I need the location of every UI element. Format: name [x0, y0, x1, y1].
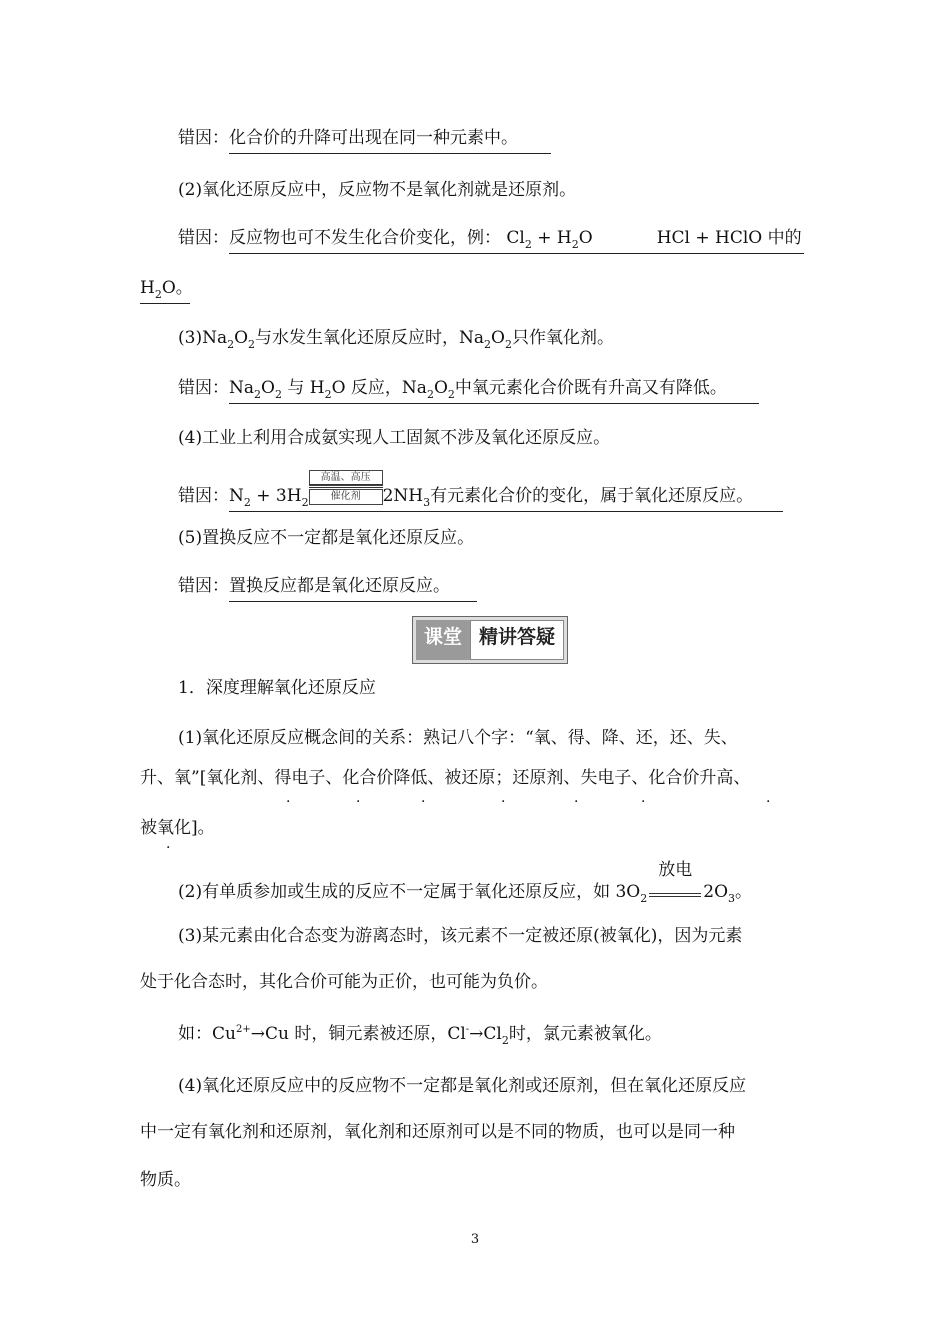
q-part: 只作氧化剂。 [511, 328, 614, 348]
equals-sign [309, 484, 383, 488]
err-part: Na [229, 378, 255, 398]
error-text [229, 226, 804, 254]
paragraph-3-line2: 处于化合态时，其化合价可能为正价，也可能为负价。 [140, 972, 548, 992]
error-text [229, 472, 783, 512]
subscript: 2 [571, 238, 579, 251]
q-part: 与水发生氧化还原反应时，Na [255, 328, 485, 348]
section-heading: 1．深度理解氧化还原反应 [178, 678, 376, 698]
text-part: →Cl [469, 1024, 502, 1044]
subscript: 2 [504, 338, 512, 351]
q-part: O [234, 328, 249, 348]
error-reason-2-line2 [140, 276, 193, 304]
text-part: 。 [735, 882, 753, 902]
subscript: 2 [154, 288, 162, 301]
err-part: O [433, 378, 448, 398]
subscript: 2 [324, 388, 332, 401]
page-number: 3 [470, 1232, 480, 1247]
paragraph-4 [178, 1022, 662, 1046]
condition-bottom: 催化剂 [309, 489, 383, 505]
question-2: (2)氧化还原反应中，反应物不是氧化剂就是还原剂。 [178, 180, 577, 200]
error-text [140, 276, 193, 304]
error-text-part: 中的 [767, 228, 802, 248]
subscript: 2 [640, 892, 648, 905]
emphasis-dot: · [766, 794, 771, 810]
emphasis-dot: · [641, 794, 646, 810]
err-part: O [261, 378, 275, 398]
q-part: O [491, 328, 505, 348]
formula: O。 [161, 278, 193, 298]
error-label: 错因： [178, 378, 229, 398]
formula: 2O [703, 882, 729, 902]
text-part: 时，氯元素被氧化。 [508, 1024, 662, 1044]
q-part: (3)Na [178, 328, 228, 348]
error-text [229, 574, 477, 602]
formula: O [578, 228, 593, 248]
formula: Cl [506, 228, 525, 248]
formula: HCl + HClO [656, 228, 763, 248]
subscript: 2 [426, 388, 434, 401]
question-4: (4)工业上利用合成氨实现人工固氮不涉及氧化还原反应。 [178, 428, 611, 448]
subscript: 2 [524, 238, 532, 251]
error-text-part: 反应物也可不发生化合价变化，例： [229, 228, 501, 248]
err-part: 有元素化合价的变化，属于氧化还原反应。 [430, 486, 754, 506]
subscript: 2 [447, 388, 455, 401]
reaction-condition-arrow [309, 472, 383, 508]
error-label: 错因： [178, 228, 229, 248]
superscript: - [465, 1024, 470, 1035]
formula: + 3H [250, 486, 302, 506]
superscript: 2+ [235, 1024, 251, 1035]
error-reason-5 [178, 574, 477, 602]
question-5: (5)置换反应不一定都是氧化还原反应。 [178, 528, 475, 548]
emphasis-dot: · [421, 794, 426, 810]
subscript: 2 [254, 388, 262, 401]
badge-left: 课堂 [416, 620, 470, 660]
subscript: 2 [243, 496, 251, 509]
error-label: 错因： [178, 128, 229, 148]
error-text-content: 化合价的升降可出现在同一种元素中。 [229, 128, 518, 148]
text-part: (2)有单质参加或生成的反应不一定属于氧化还原反应，如 3O [178, 882, 641, 902]
formula: 2NH [382, 486, 424, 506]
subscript: 2 [227, 338, 235, 351]
error-text [229, 376, 759, 404]
error-reason-1 [178, 126, 551, 154]
subscript: 2 [301, 496, 309, 509]
equals-sign [649, 893, 701, 897]
paragraph-1-line1: (1)氧化还原反应概念间的关系：熟记八个字：“氧、得、降、还，还、失、 [178, 728, 738, 748]
error-label: 错因： [178, 576, 229, 596]
err-part: 置换反应都是氧化还原反应。 [229, 576, 450, 596]
subscript: 2 [248, 338, 256, 351]
condition-top: 高温、高压 [309, 470, 383, 486]
formula: + H [531, 228, 572, 248]
text-part: 如：Cu [178, 1024, 236, 1044]
err-part: 与 H [287, 378, 325, 398]
paragraph-5-line1: (4)氧化还原反应中的反应物不一定都是氧化剂或还原剂，但在氧化还原反应 [178, 1076, 747, 1096]
emphasis-dot: · [356, 794, 361, 810]
formula: N [229, 486, 244, 506]
error-reason-4 [178, 472, 783, 512]
err-part: O 反应，Na [331, 378, 427, 398]
subscript: 2 [501, 1034, 509, 1047]
error-reason-3 [178, 376, 759, 404]
paragraph-1-line2: 升、氧”[氧化剂、得电子、化合价降低、被还原；还原剂、失电子、化合价升高、 [140, 768, 751, 788]
subscript: 3 [728, 892, 736, 905]
condition-label: 放电 [658, 860, 693, 880]
question-3 [178, 326, 614, 350]
emphasis-dot: · [166, 840, 171, 856]
emphasis-dot: · [286, 794, 291, 810]
paragraph-2 [178, 860, 753, 905]
emphasis-dot: · [574, 794, 579, 810]
error-reason-2-line1 [178, 226, 804, 254]
error-label: 错因： [178, 486, 229, 506]
badge-right: 精讲答疑 [470, 620, 564, 660]
error-text [229, 126, 551, 154]
emphasis-dot: · [501, 794, 506, 810]
subscript: 3 [423, 496, 431, 509]
paragraph-5-line3: 物质。 [140, 1170, 191, 1190]
subscript: 2 [274, 388, 282, 401]
paragraph-1-line3: 被氧化]。 [140, 818, 215, 838]
paragraph-5-line2: 中一定有氧化剂和还原剂，氧化剂和还原剂可以是不同的物质，也可以是同一种 [140, 1122, 735, 1142]
discharge-arrow [647, 860, 703, 904]
section-badge [412, 616, 568, 664]
text-part: →Cu 时，铜元素被还原，Cl [250, 1024, 466, 1044]
formula: H [140, 278, 155, 298]
err-part: 中氧元素化合价既有升高又有降低。 [454, 378, 727, 398]
subscript: 2 [484, 338, 492, 351]
paragraph-3-line1: (3)某元素由化合态变为游离态时，该元素不一定被还原(被氧化)，因为元素 [178, 926, 743, 946]
